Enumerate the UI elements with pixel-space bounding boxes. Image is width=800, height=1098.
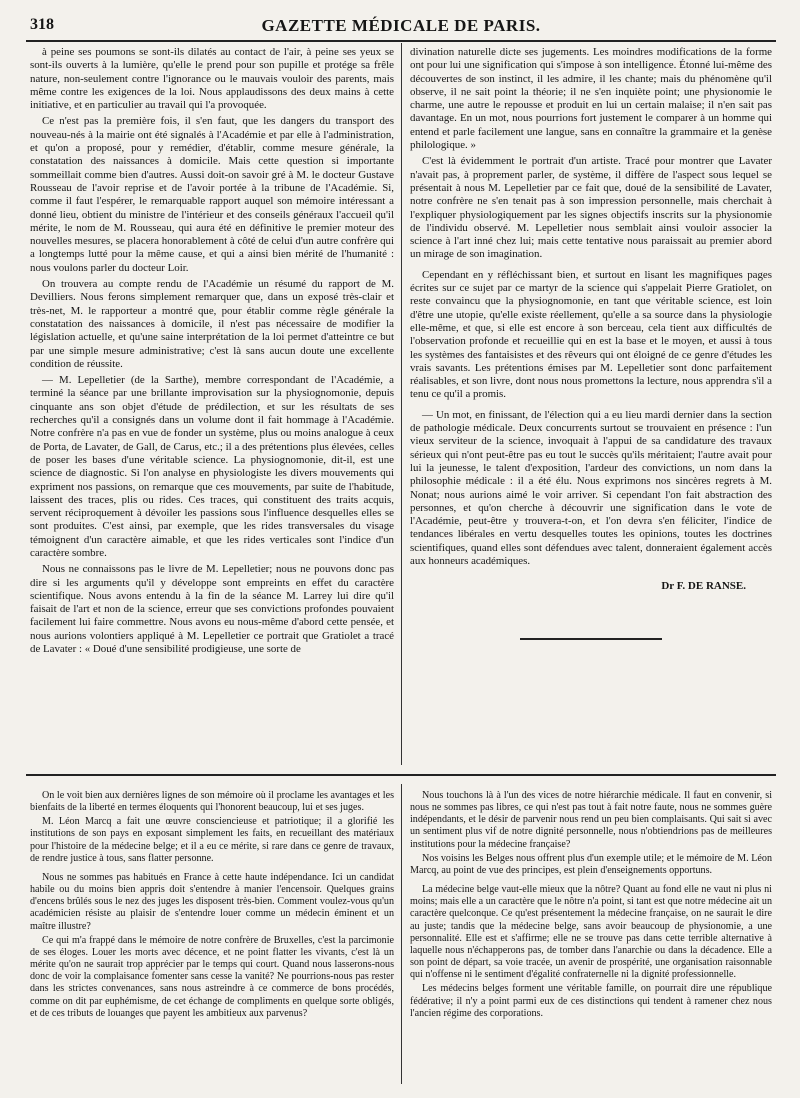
upper-right-column (410, 46, 772, 768)
paragraph: — M. Lepelletier (de la Sarthe), membre correspondant de l'Académie, a terminé la séance par une brillante improvisation sur la physiognomonie, depuis cinquante ans son objet d'étude de prédilection, et sur les résultats de ses recherches qu'il a consignés dans un volume dont il fait hommage à l'Académie. Notre confrère n'a pas en vue de fonder un système, plus ou moins analogue à ceux de Porta, de Lavater, de Gall, de Carus, etc.; il a des prétentions plus élevées, celles de poser les bases d'une véritable science. La physiognomonie, dit-il, est une science de diagnostic. Si l'on analyse en physiologiste les divers mouvements qui expriment nos passions, on remarque que ces mouvements, par suite de l'habitude, laissent des traces, plis ou rides. Ces traces, qui constituent des traits acquis, servent réciproquement à dévoiler les passions sous l'influence desquelles elles se sont produites. C'est ainsi, par exemple, que les rides transversales du visage témoignent d'un caractère aimable, et que les rides verticales sont l'indice d'un caractère sombre. (30, 374, 394, 559)
paragraph: à peine ses poumons se sont-ils dilatés au contact de l'air, à peine ses yeux se sont-ils ouverts à la lumière, qu'elle le prend pour son pupille et protége sa frêle nature, non-seulement contre l'ignorance ou le mauvais vouloir des parents, mais même contre les exigences de la loi. Nous applaudissons des deux mains à cette initiative, et en particulier au travail qui l'a provoquée. (30, 46, 394, 112)
paragraph: Nos voisins les Belges nous offrent plus d'un exemple utile; et le mémoire de M. Léon Marcq, au point de vue des principes, est plein d'enseignements opportuns. (410, 852, 772, 876)
paragraph: Ce n'est pas la première fois, il s'en faut, que les dangers du transport des nouveau-nés à la mairie ont été signalés à l'Académie et par elle à l'administration, et qu'on a proposé, pour y remédier, d'établir, comme mesure générale, la constatation des naissances à domicile. Mais cette question si importante sommeillait comme bien d'autres. Aussi doit-on savoir gré à M. le docteur Gustave Rousseau de l'avoir reprise et de l'avoir portée à la tribune de l'Académie. Si, comme il faut l'espérer, le remarquable rapport auquel son mémoire intéressant a donné lieu, obtient du ministre de l'intérieur et des conseils généraux l'accueil qu'il mérite, le nom de M. Rousseau, qui aura été en définitive le premier moteur des nouvelles mesures, se placera honorablement à côté de celui d'un autre confrère qui a longtemps lutté pour la même cause, et qui a ainsi bien mérité de l'humanité : nous voulons parler du docteur Loir. (30, 115, 394, 274)
signature-rule (520, 638, 662, 640)
paragraph: La médecine belge vaut-elle mieux que la nôtre? Quant au fond elle ne vaut ni plus ni moins; mais elle a un caractère que le nôtre n'a point, si tant est que notre médecine ait un caractère quelconque. Ce qu'est présentement la médecine française, on ne saurait le dire au juste; tandis que la médecine belge, sans avoir beaucoup de physionomie, a une personnalité. Elle est et s'affirme; elle ne se trouve pas dans cette terrible alternative à laquelle nous n'échapperons pas, de tomber dans l'anarchie ou dans la décadence. Elle a son point de départ, sa voie tracée, un avenir de prospérité, une organisation raisonnable qui n'offense ni le sentiment d'égalité confraternelle ni la dignité professionnelle. (410, 884, 772, 981)
upper-column-rule (401, 43, 402, 765)
page-header (30, 14, 772, 38)
upper-left-column (30, 46, 394, 768)
paragraph: Nous touchons là à l'un des vices de notre hiérarchie médicale. Il faut en convenir, si nous ne sommes pas libres, ce qui n'est pas tout à fait notre faute, nous ne sommes guère indépendants, et le désir de parvenir nous rend un peu bien complaisants. Qui sait si avec un sentiment plus vif de notre dignité personnelle, nous n'obtiendrions pas de meilleures institutions pour la médecine française? (410, 790, 772, 850)
lower-column-rule (401, 784, 402, 1084)
paragraph: Ce qui m'a frappé dans le mémoire de notre confrère de Bruxelles, c'est la parcimonie de ses éloges. Louer les morts avec décence, et ne point flatter les vivants, c'est là un mérite qu'on ne saurait trop apprécier par le temps qui court. Quand nous lasserons-nous donc de voir la complaisance fomenter sans cesse la vanité? Ne pourrions-nous pas rester dans les strictes convenances, sans nous astreindre à ce commerce de bons procédés, comme on dit par euphémisme, de cet échange de compliments en quelque sorte obligés, et de ces tributs de louanges que payent les ambitieux aux parvenus? (30, 934, 394, 1019)
paragraph: Nous ne sommes pas habitués en France à cette haute indépendance. Ici un candidat habile ou du moins bien appris doit s'entendre à manier l'encensoir. Quelques grains d'encens brûlés sous le nez des juges les disposent très-bien. Comment voulez-vous qu'un académicien résiste au plaisir de s'entendre louer comme un médecin éminent et un maître illustre? (30, 871, 394, 932)
paragraph: Nous ne connaissons pas le livre de M. Lepelletier; nous ne pouvons donc pas dire si les arguments qu'il y développe sont empreints en effet du caractère scientifique. Nous avons entendu à la fin de la séance M. Larrey lui dire qu'il faisait de l'art et non de la science, erreur que ses convictions profondes pouvaient facilement lui faire commettre. Nous avons eu nous-même d'abord cette pensée, et nous aurions volontiers appliqué à M. Lepelletier ce portrait que Gratiolet a tracé de Lavater : « Doué d'une sensibilité prodigieuse, une sorte de (30, 563, 394, 656)
paragraph: divination naturelle dicte ses jugements. Les moindres modifications de la forme ont pour lui une signification qui s'impose à son intelligence. Étonné lui-même des découvertes de son instinct, il les admire, il les chante; mais du phénomène qu'il observe, il ne sait point la théorie; il ne s'en inquiète point; une physionomie le charme, une autre le repousse et produit en lui un certain malaise; il n'en sait pas davantage. En un mot, nous pourrions fort justement le comparer à un homme qui entend et parle facilement une langue, sans en connaître la grammaire et la genèse philologique. » (410, 46, 772, 152)
section-rule (26, 774, 776, 776)
paragraph: C'est là évidemment le portrait d'un artiste. Tracé pour montrer que Lavater n'avait pas, à proprement parler, de système, il diffère de l'aspect sous lequel se présentait à nous M. Lepelletier par ce fait que, doué de la sensibilité de Lavater, notre confrère ne s'en tenait pas à son impression personnelle, mais cherchait à l'expliquer physiologiquement par les signes objectifs inscrits sur la physionomie de l'individu observé. M. Lepelletier nous semblait ainsi vouloir associer la science à l'art inné chez lui; mais cette tentative nous paraissait au premier abord un mirage de son imagination. (410, 155, 772, 261)
paragraph: Cependant en y réfléchissant bien, et surtout en lisant les magnifiques pages écrites sur ce sujet par ce martyr de la science qui s'appelait Pierre Gratiolet, on reste convaincu que la physiognomonie, en tant que véritable science, est loin d'être une utopie, qu'elle existe réellement, qu'elle a sa source dans la physiologie elle-même, et que, si elle est encore à son berceau, cela tient aux difficultés de l'observation profonde et recueillie qui en est la base et le moyen, et aussi à tous les systèmes des fantaisistes et des rêveurs qui ont éloigné de ce genre d'études les vrais savants. Les prétentions émises par M. Lepelletier sont donc parfaitement réalisables, et son livre, dont nous nous promettons la lecture, nous apprendra s'il a tenu ce qu'il a promis. (410, 268, 772, 401)
paragraph: On trouvera au compte rendu de l'Académie un résumé du rapport de M. Devilliers. Nous ferons simplement remarquer que, dans un exposé très-clair et très-net, M. le rapporteur a montré que, pour établir comme règle générale la constatation des naissances à domicile, il n'est pas nécessaire de modifier la législation actuelle, et qu'une saine interprétation de la loi permet d'atteintre ce but par une simple mesure administrative; c'est là sans aucun doute une excellente condition de réussite. (30, 278, 394, 370)
paragraph: M. Léon Marcq a fait une œuvre consciencieuse et patriotique; il a glorifié les institutions de son pays en exposant simplement les faits, en recueillant des matériaux pour l'histoire de la médecine belge; et il a eu ce mérite, si rare dans ce genre de travaux, de rendre justice à tous, sans flatter personne. (30, 816, 394, 864)
author-signature: Dr F. DE RANSE. (661, 580, 746, 593)
paragraph: On le voit bien aux dernières lignes de son mémoire où il proclame les avantages et les bienfaits de la liberté en termes éloquents qui l'honorent beaucoup, lui et ses juges. (30, 790, 394, 814)
journal-title: GAZETTE MÉDICALE DE PARIS. (261, 16, 541, 35)
header-rule (26, 40, 776, 42)
lower-right-column (410, 790, 772, 1090)
lower-left-column (30, 790, 394, 1090)
page-number: 318 (30, 16, 54, 33)
paragraph: Les médecins belges forment une véritable famille, on pourrait dire une république fédérative; il n'y a point parmi eux de ces distinctions qui tendent à ramener chez nous l'ancien régime des corporations. (410, 983, 772, 1019)
paragraph: — Un mot, en finissant, de l'élection qui a eu lieu mardi dernier dans la section de pathologie médicale. Deux concurrents surtout se trouvaient en présence : l'un vieux serviteur de la science, invoquait à l'appui de sa candidature des travaux sérieux qui n'ont peut-être pas eu tout le succès qu'ils méritaient; l'autre avait pour lui la jeunesse, le talent d'exposition, l'ardeur des convictions, un nom dans la philosophie médicale : il a été élu. Nous exprimons nos sincères regrets à M. Nonat; nous aurions aimé le voir arriver. Si cependant l'on fait abstraction des personnes, et qu'on cherche à découvrir une signification dans le vote de l'Académie, peut-être y trouvera-t-on, et l'on devra s'en féliciter, l'indice de tendances libérales en vertu desquelles toutes les opinions, toutes les doctrines scientifiques, quand elles sont défendues avec talent, donneraient également accès aux honneurs académiques. (410, 408, 772, 567)
